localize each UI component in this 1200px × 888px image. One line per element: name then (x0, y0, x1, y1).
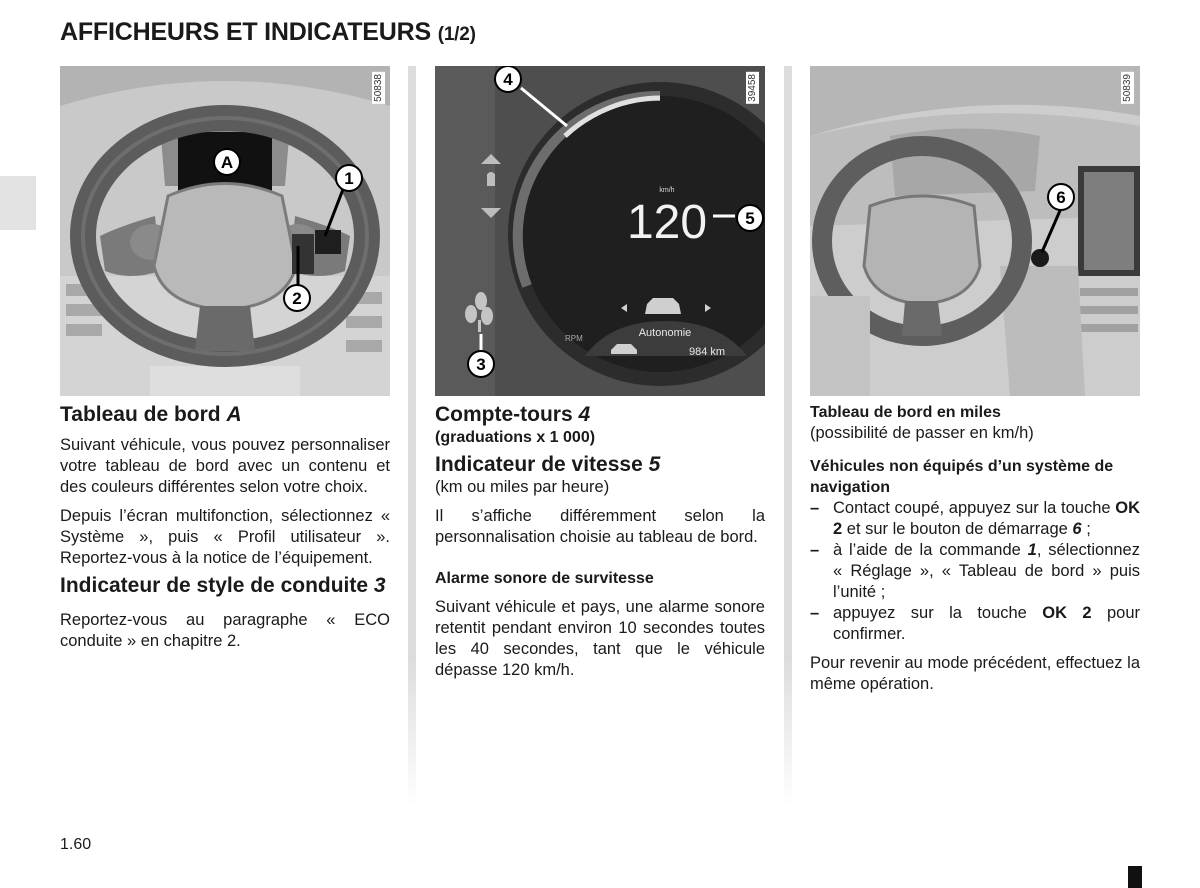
page-number: 1.60 (60, 836, 92, 853)
figure-code: 50839 (1122, 74, 1133, 102)
page-marker (1128, 866, 1142, 888)
tachometer-subtitle: (graduations x 1 000) (435, 429, 596, 446)
callout-2: 2 (292, 289, 302, 308)
figure-code: 39458 (747, 74, 758, 102)
overspeed-alarm-heading: Alarme sonore de survitesse (435, 570, 654, 587)
heading-ref: A (226, 403, 242, 426)
instrument-cluster-figure (435, 66, 765, 396)
overspeed-alarm-paragraph: Suivant véhicule et pays, une alarme sonore retentit pendant environ 10 secondes toutes les 40 secondes, tant que le véhicule dépasse 120 km/h. (435, 598, 765, 679)
speed-indicator-subtitle: (km ou miles par heure) (435, 478, 610, 496)
rpm-label: RPM (565, 334, 583, 343)
speed-unit: km/h (659, 187, 675, 194)
cockpit-figure (810, 66, 1140, 396)
heading-ref: 4 (578, 403, 591, 426)
speed-value: 120 (626, 196, 708, 249)
navigation-heading: Véhicules non équipés d’un système de navigation (810, 458, 1114, 496)
list-item: – appuyez sur la touche OK 2 pour confirmer. (810, 603, 1140, 645)
heading-text: Indicateur de style de conduite (60, 574, 374, 597)
driving-style-paragraph: Reportez-vous au paragraphe « ECO conduite » en chapitre 2. (60, 611, 390, 650)
dashboard-paragraph-1: Suivant véhicule, vous pouvez personnaliser votre tableau de bord avec un contenu et des couleurs différentes selon votre choix. (60, 436, 390, 496)
speed-indicator-paragraph: Il s’affiche différemment selon la personnalisation choisie au tableau de bord. (435, 507, 765, 546)
callout-4: 4 (503, 70, 513, 89)
page-part: (1/2) (437, 24, 476, 45)
list-item: – à l’aide de la commande 1, sélectionnez « Réglage », « Tableau de bord » puis l’unité ; (810, 540, 1140, 603)
range-value: 984 km (688, 346, 726, 358)
heading-ref: 5 (648, 453, 661, 476)
range-label: Autonomie (638, 327, 692, 339)
callout-3: 3 (476, 355, 486, 374)
page-title-text: AFFICHEURS ET INDICATEURS (60, 18, 431, 46)
miles-heading: Tableau de bord en miles (810, 404, 1001, 421)
closing-paragraph: Pour revenir au mode précédent, effectuez la même opération. (810, 654, 1140, 693)
column-2 (435, 398, 765, 681)
column-divider-1 (408, 66, 416, 806)
page-title (60, 18, 476, 47)
instruction-list (810, 498, 1140, 645)
callout-6: 6 (1056, 188, 1066, 207)
speed-indicator-heading (435, 452, 765, 477)
heading-ref: 3 (373, 574, 386, 597)
column-divider-2 (784, 66, 792, 806)
driving-style-heading (60, 573, 390, 598)
figure-code: 50838 (373, 74, 384, 102)
steering-wheel-figure (60, 66, 390, 396)
heading-text: Tableau de bord (60, 403, 227, 426)
heading-text: Compte-tours (435, 403, 579, 426)
dashboard-heading (60, 402, 390, 427)
callout-5: 5 (745, 209, 755, 228)
callout-1: 1 (344, 169, 354, 188)
miles-subtitle: (possibilité de passer en km/h) (810, 424, 1034, 442)
tachometer-heading (435, 402, 765, 427)
list-item: – Contact coupé, appuyez sur la touche OK 2 et sur le bouton de démarrage 6 ; (810, 498, 1140, 540)
heading-text: Indicateur de vitesse (435, 453, 649, 476)
chapter-tab (0, 176, 36, 230)
callout-A: A (220, 153, 234, 172)
column-3 (810, 402, 1140, 695)
dashboard-paragraph-2: Depuis l’écran multifonction, sélectionnez « Système », puis « Profil utilisateur ». Reportez-vous à la notice de l’équipement. (60, 507, 390, 567)
column-1 (60, 398, 390, 652)
